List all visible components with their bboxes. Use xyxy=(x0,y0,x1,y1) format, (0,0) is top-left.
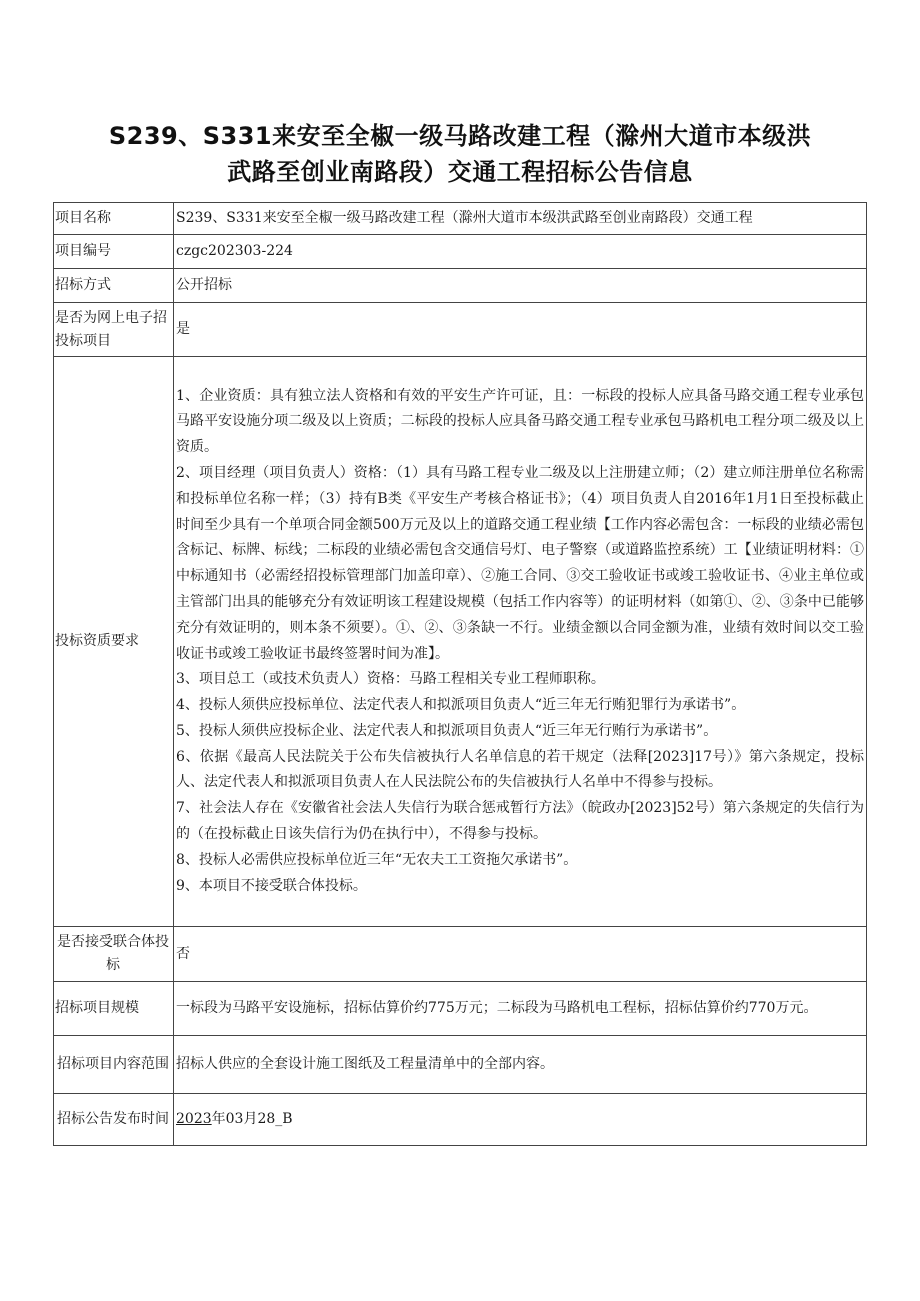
row-online xyxy=(54,303,867,357)
tender-info-table xyxy=(53,202,867,1146)
qualification-item-1: 1、企业资质：具有独立法人资格和有效的平安生产许可证，且：一标段的投标人应具备马路交通工程专业承包马路平安设施分项二级及以上资质；二标段的投标人应具备马路交通工程专业承包马路机电工程分项二级及以上资质。 xyxy=(176,387,864,456)
label-scope: 招标项目内容范围 xyxy=(54,1036,174,1094)
value-qualification xyxy=(174,357,867,927)
row-qualification xyxy=(54,357,867,927)
qualification-item-9: 9、本项目不接受联合体投标。 xyxy=(176,877,367,894)
value-project-name: S239、S331来安至全椒一级马路改建工程（滁州大道市本级洪武路至创业南路段）交通工程 xyxy=(174,203,867,235)
publish-year: 2023 xyxy=(176,1111,212,1127)
page-title xyxy=(90,118,830,190)
label-publish-time: 招标公告发布时间 xyxy=(54,1094,174,1146)
label-scale: 招标项目规模 xyxy=(54,982,174,1036)
value-publish-time xyxy=(174,1094,867,1146)
value-online: 是 xyxy=(174,303,867,357)
page-title-line-2: 武路至创业南路段）交通工程招标公告信息 xyxy=(227,158,693,186)
row-bid-method xyxy=(54,269,867,303)
value-bid-method: 公开招标 xyxy=(174,269,867,303)
qualification-item-6: 6、依据《最高人民法院关于公布失信被执行人名单信息的若干规定（法释[2023]17号）》第六条规定，投标人、法定代表人和拟派项目负责人在人民法院公布的失信被执行人名单中不得参与投标。 xyxy=(176,748,864,791)
label-qualification: 投标资质要求 xyxy=(54,357,174,927)
row-scope xyxy=(54,1036,867,1094)
page-title-line-1: S239、S331来安至全椒一级马路改建工程（滁州大道市本级洪 xyxy=(108,122,812,150)
value-scale: 一标段为马路平安设施标，招标估算价约775万元；二标段为马路机电工程标，招标估算价约770万元。 xyxy=(174,982,867,1036)
label-consortium: 是否接受联合体投标 xyxy=(54,927,174,982)
row-consortium xyxy=(54,927,867,982)
publish-date-rest: 年03月28_B xyxy=(211,1111,293,1127)
label-project-no: 项目编号 xyxy=(54,235,174,269)
label-online: 是否为网上电子招投标项目 xyxy=(54,303,174,357)
row-project-name xyxy=(54,203,867,235)
row-publish-time xyxy=(54,1094,867,1146)
value-consortium: 否 xyxy=(174,927,867,982)
row-project-no xyxy=(54,235,867,269)
value-scope: 招标人供应的全套设计施工图纸及工程量清单中的全部内容。 xyxy=(174,1036,867,1094)
qualification-item-3: 3、项目总工（或技术负责人）资格：马路工程相关专业工程师职称。 xyxy=(176,671,605,688)
label-bid-method: 招标方式 xyxy=(54,269,174,303)
qualification-item-2: 2、项目经理（项目负责人）资格：（1）具有马路工程专业二级及以上注册建立师；（2）建立师注册单位名称需和投标单位名称一样；（3）持有B类《平安生产考核合格证书》；（4）项目负责人自2016年1月1日至投标截止时间至少具有一个单项合同金额500万元及以上的道路交通工程业绩【工作内容必需包含：一标段的业绩必需包含标记、标牌、标线；二标段的业绩必需包含交通信号灯、电子警察（或道路监控系统）工【业绩证明材料：①中标通知书（必需经招投标管理部门加盖印章）、②施工合同、③交工验收证书或竣工验收证书、④业主单位或主管部门出具的能够充分有效证明该工程建设规模（包括工作内容等）的证明材料（如第①、②、③条中已能够充分有效证明的，则本条不须要）。①、②、③条缺一不行。业绩金额以合同金额为准，业绩有效时间以交工验收证书或竣工验收证书最终签署时间为准】。 xyxy=(176,464,864,662)
value-project-no: czgc202303-224 xyxy=(174,235,867,269)
row-scale xyxy=(54,982,867,1036)
qualification-item-8: 8、投标人必需供应投标单位近三年“无农夫工工资拖欠承诺书”。 xyxy=(176,851,578,868)
qualification-list xyxy=(176,366,864,918)
qualification-item-5: 5、投标人须供应投标企业、法定代表人和拟派项目负责人“近三年无行贿行为承诺书”。 xyxy=(176,722,718,739)
qualification-item-7: 7、社会法人存在《安徽省社会法人失信行为联合惩戒暂行方法》（皖政办[2023]52号）第六条规定的失信行为的（在投标截止日该失信行为仍在执行中），不得参与投标。 xyxy=(176,800,864,843)
label-project-name: 项目名称 xyxy=(54,203,174,235)
qualification-item-4: 4、投标人须供应投标单位、法定代表人和拟派项目负责人“近三年无行贿犯罪行为承诺书”。 xyxy=(176,697,746,714)
